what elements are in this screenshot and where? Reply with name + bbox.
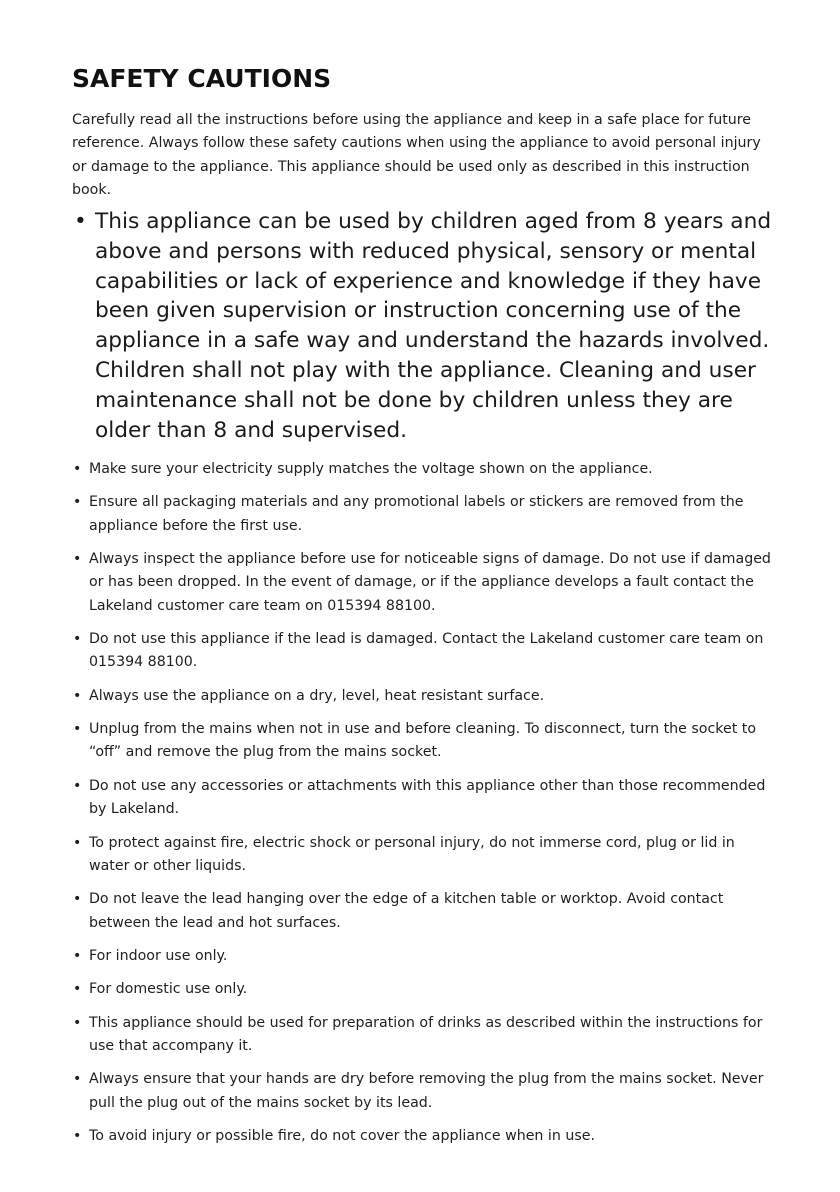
- bullet-icon: •: [73, 1128, 82, 1145]
- bullet-icon: •: [73, 891, 82, 908]
- bullet-icon: •: [73, 551, 82, 568]
- list-item: [72, 458, 772, 481]
- bullet-icon: •: [73, 687, 82, 704]
- list-item-text: To avoid injury or possible fire, do not cover the appliance when in use.: [89, 1128, 595, 1145]
- list-item: [72, 1125, 772, 1148]
- bullet-icon: •: [73, 461, 82, 477]
- list-item-text: Unplug from the mains when not in use and before cleaning. To disconnect, turn the socket to “off” and remove the plug from the mains socket.: [89, 721, 757, 761]
- list-item-text: Ensure all packaging materials and any promotional labels or stickers are removed from the appliance before the first use.: [89, 494, 744, 534]
- list-item: [72, 685, 772, 708]
- list-item-text: Do not use any accessories or attachments with this appliance other than those recommended by Lakeland.: [89, 777, 766, 818]
- list-item-text: For domestic use only.: [89, 981, 248, 998]
- list-item: [72, 832, 772, 879]
- list-item: [72, 945, 772, 968]
- list-item: [72, 978, 772, 1001]
- bullet-icon: •: [73, 1014, 82, 1031]
- list-item-text: Always ensure that your hands are dry before removing the plug from the mains socket. Never pull the plug out of the mains socket by its lead.: [89, 1071, 764, 1111]
- list-item: [72, 491, 772, 538]
- bullet-icon: •: [73, 1071, 82, 1088]
- bullet-icon: •: [73, 834, 82, 851]
- page-title: SAFETY CAUTIONS: [72, 64, 332, 93]
- list-item: [72, 1012, 772, 1059]
- list-item-text: To protect against fire, electric shock or personal injury, do not immerse cord, plug or lid in water or other liquids.: [89, 834, 735, 874]
- list-item: [72, 1068, 772, 1115]
- highlight-list: [72, 207, 772, 445]
- list-item-text: For indoor use only.: [89, 947, 228, 964]
- highlight-text: This appliance can be used by children aged from 8 years and above and persons with reduced physical, sensory or mental capabilities or lack of experience and knowledge if they have been given supervision or instruction concerning use of the appliance in a safe way and understand the hazards involved. Children shall not play with the appliance. Cleaning and user maintenance shall not be done by children unless they are older than 8 and supervised.: [95, 209, 772, 443]
- cautions-list: [72, 458, 772, 1158]
- list-item-text: Do not use this appliance if the lead is damaged. Contact the Lakeland customer care team on 015394 88100.: [89, 631, 764, 671]
- bullet-icon: •: [73, 631, 82, 648]
- intro-paragraph: Carefully read all the instructions before using the appliance and keep in a safe place for future reference. Always follow these safety cautions when using the appliance to avoid personal injury or damage to the appliance. This appliance should be used only as described in this instruction book.: [72, 112, 761, 198]
- bullet-icon: •: [73, 947, 82, 964]
- bullet-icon: •: [73, 721, 82, 738]
- bullet-icon: •: [73, 494, 82, 511]
- list-item: [72, 775, 772, 822]
- list-item-text: Do not leave the lead hanging over the edge of a kitchen table or worktop. Avoid contact between the lead and hot surfaces.: [89, 891, 724, 931]
- list-item-text: This appliance should be used for preparation of drinks as described within the instructions for use that accompany it.: [89, 1014, 763, 1054]
- highlight-item: [72, 207, 772, 445]
- list-item-text: Always use the appliance on a dry, level, heat resistant surface.: [89, 687, 545, 704]
- list-item: [72, 888, 772, 935]
- list-item: [72, 628, 772, 675]
- bullet-icon: •: [73, 981, 82, 998]
- list-item: [72, 548, 772, 618]
- list-item-text: Make sure your electricity supply matches the voltage shown on the appliance.: [89, 461, 653, 477]
- list-item: [72, 718, 772, 765]
- list-item-text: Always inspect the appliance before use for noticeable signs of damage. Do not use if damaged or has been dropped. In the event of damage, or if the appliance develops a fault contact the Lakeland customer care team on 015394 88100.: [89, 551, 771, 614]
- bullet-icon: •: [74, 209, 87, 234]
- bullet-icon: •: [73, 777, 82, 794]
